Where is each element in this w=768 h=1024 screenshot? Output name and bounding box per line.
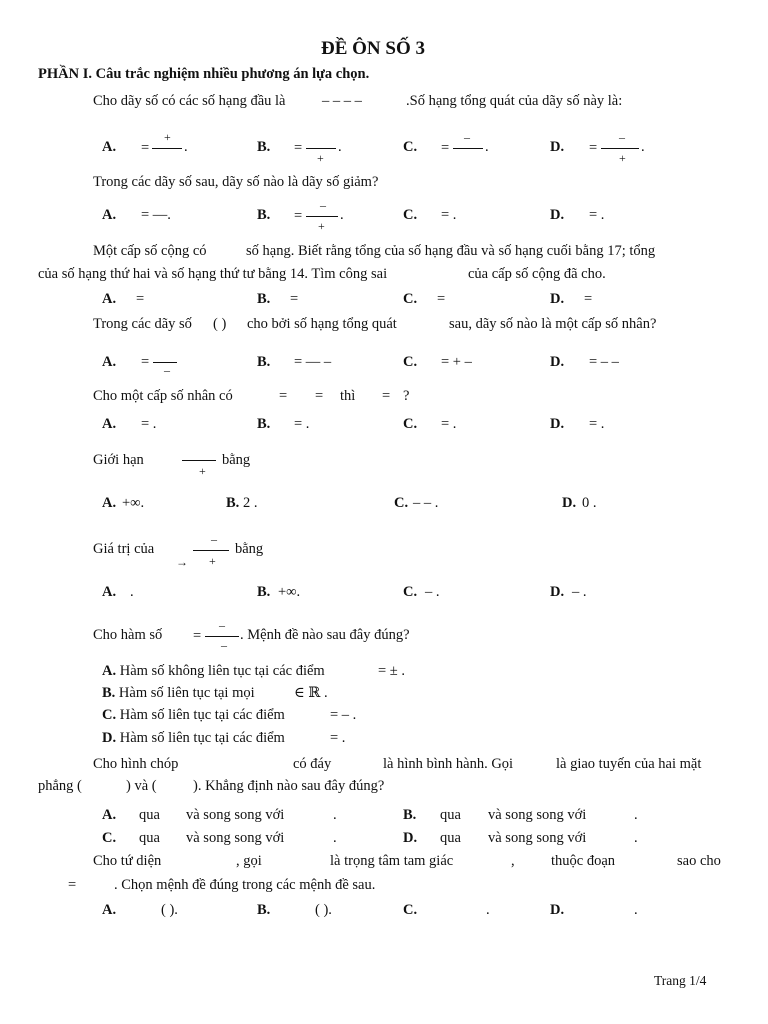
q9-option-d-label[interactable]: D. bbox=[403, 830, 418, 846]
q4-d-value: = – – bbox=[589, 354, 619, 370]
q2-b-fraction-bar bbox=[306, 216, 338, 217]
q10-line1-b: , gọi bbox=[236, 853, 262, 869]
q8-option-c-text: Hàm số liên tục tại các điểm bbox=[119, 707, 285, 723]
q10-d-value: . bbox=[634, 902, 638, 918]
q7-option-a-label[interactable]: A. bbox=[102, 584, 117, 600]
q1-d-end: . bbox=[641, 139, 645, 155]
q1-option-c-label[interactable]: C. bbox=[403, 139, 418, 155]
q4-b-value: = — – bbox=[294, 354, 332, 370]
q4-a-den: – bbox=[164, 363, 170, 377]
q7-stem-num: – bbox=[211, 532, 217, 546]
q1-b-end: . bbox=[338, 139, 342, 155]
q2-option-c-label[interactable]: C. bbox=[403, 207, 418, 223]
q5-stem-q: ? bbox=[403, 388, 410, 404]
q5-stem-a: Cho một cấp số nhân có bbox=[93, 388, 233, 404]
q1-a-eq: = bbox=[141, 140, 150, 156]
q9-option-c-label[interactable]: C. bbox=[102, 830, 117, 846]
q5-option-b-label[interactable]: B. bbox=[257, 416, 271, 432]
q9-option-d-qua: qua bbox=[440, 830, 461, 846]
q2-b-den: + bbox=[318, 219, 325, 233]
q2-d-value: = . bbox=[589, 207, 605, 223]
q9-option-d-mid: và song song với bbox=[488, 830, 587, 846]
q5-d-value: = . bbox=[589, 416, 605, 432]
q4-option-c-label[interactable]: C. bbox=[403, 354, 418, 370]
q3-option-a-label[interactable]: A. bbox=[102, 291, 117, 307]
q10-line2-b: . Chọn mệnh đề đúng trong các mệnh đề sau. bbox=[114, 877, 376, 893]
q8-option-c-label: C. bbox=[102, 707, 117, 723]
q5-b-value: = . bbox=[294, 416, 310, 432]
q1-option-a-label[interactable]: A. bbox=[102, 139, 117, 155]
q9-option-b-mid: và song song với bbox=[488, 807, 587, 823]
q8-stem-b: . Mệnh đề nào sau đây đúng? bbox=[240, 627, 410, 643]
q3-option-c-label[interactable]: C. bbox=[403, 291, 418, 307]
q9-line2-c: ). Khẳng định nào sau đây đúng? bbox=[193, 778, 385, 794]
q10-option-b-label[interactable]: B. bbox=[257, 902, 271, 918]
q10-line1-d: , bbox=[511, 853, 515, 869]
q4-stem-c: sau, dãy số nào là một cấp số nhân? bbox=[449, 316, 657, 332]
q8-option-c[interactable] bbox=[102, 707, 285, 724]
q7-a-value: . bbox=[130, 584, 134, 600]
q9-option-b-qua: qua bbox=[440, 807, 461, 823]
q1-c-num: – bbox=[464, 130, 470, 144]
q6-option-c-label[interactable]: C. bbox=[394, 495, 409, 511]
q10-line2-eq: = bbox=[68, 877, 77, 893]
q5-option-a-label[interactable]: A. bbox=[102, 416, 117, 432]
q3-option-b-label[interactable]: B. bbox=[257, 291, 271, 307]
q1-a-fraction-bar bbox=[152, 148, 182, 149]
q4-stem-paren: ( ) bbox=[213, 316, 227, 332]
q4-stem-a: Trong các dãy số bbox=[93, 316, 192, 332]
page-number: Trang 1/4 bbox=[654, 973, 707, 988]
q3-d-value: = bbox=[584, 291, 593, 307]
q9-option-a-label[interactable]: A. bbox=[102, 807, 117, 823]
q1-b-eq: = bbox=[294, 140, 303, 156]
q10-a-value: ( ). bbox=[161, 902, 178, 918]
q8-option-d-tail: = . bbox=[330, 730, 346, 746]
q10-line1-a: Cho tứ diện bbox=[93, 853, 162, 869]
q3-line1-b: số hạng. Biết rằng tổng của số hạng đầu và số hạng cuối bằng 17; tổng bbox=[246, 243, 656, 259]
q1-c-eq: = bbox=[441, 140, 450, 156]
q5-stem-eq2: = bbox=[315, 388, 324, 404]
q1-d-fraction-bar bbox=[601, 148, 639, 149]
q6-a-value: +∞. bbox=[122, 495, 145, 511]
q1-a-end: . bbox=[184, 139, 188, 155]
q8-option-b-label: B. bbox=[102, 685, 116, 701]
q1-stem-dashes: – – – – bbox=[322, 93, 362, 109]
q6-d-value: 0 . bbox=[582, 495, 597, 511]
q2-b-end: . bbox=[340, 207, 344, 223]
q7-stem-den: + bbox=[209, 554, 216, 568]
q8-fraction-bar bbox=[205, 636, 239, 637]
q3-option-d-label[interactable]: D. bbox=[550, 291, 565, 307]
q6-option-b-label[interactable]: B. bbox=[226, 495, 240, 511]
q10-line1-c: là trọng tâm tam giác bbox=[330, 853, 454, 869]
q10-option-a-label[interactable]: A. bbox=[102, 902, 117, 918]
q8-stem-eq: = bbox=[193, 628, 202, 644]
q10-option-d-label[interactable]: D. bbox=[550, 902, 565, 918]
q6-option-a-label[interactable]: A. bbox=[102, 495, 117, 511]
q1-b-den: + bbox=[317, 151, 324, 165]
q8-option-d[interactable] bbox=[102, 730, 285, 747]
q5-stem-eq1: = bbox=[279, 388, 288, 404]
q8-option-a-text: Hàm số không liên tục tại các điểm bbox=[119, 663, 325, 679]
q5-c-value: = . bbox=[441, 416, 457, 432]
q1-c-end: . bbox=[485, 139, 489, 155]
q3-b-value: = bbox=[290, 291, 299, 307]
q7-d-value: – . bbox=[572, 584, 587, 600]
q6-b-value: 2 . bbox=[243, 495, 258, 511]
q1-d-num: – bbox=[619, 130, 625, 144]
q8-stem-a: Cho hàm số bbox=[93, 627, 163, 643]
q9-option-a-end: . bbox=[333, 807, 337, 823]
q7-fraction-bar bbox=[193, 550, 229, 551]
q9-line1-c: là hình bình hành. Gọi bbox=[383, 756, 514, 772]
q9-option-d-end: . bbox=[634, 830, 638, 846]
q9-line1-d: là giao tuyến của hai mặt bbox=[556, 756, 702, 772]
q2-b-num: – bbox=[320, 198, 326, 212]
q4-a-eq: = bbox=[141, 354, 150, 370]
q8-option-c-tail: = – . bbox=[330, 707, 357, 723]
q4-option-d-label[interactable]: D. bbox=[550, 354, 565, 370]
q3-line2-a: của số hạng thứ hai và số hạng thứ tư bằng 14. Tìm công sai bbox=[38, 266, 388, 282]
q3-a-value: = bbox=[136, 291, 145, 307]
q9-line1-b: có đáy bbox=[293, 756, 332, 772]
q5-option-d-label[interactable]: D. bbox=[550, 416, 565, 432]
q8-stem-den: – bbox=[221, 638, 227, 652]
q1-option-d-label[interactable]: D. bbox=[550, 139, 565, 155]
q1-c-fraction-bar bbox=[453, 148, 483, 149]
q5-option-c-label[interactable]: C. bbox=[403, 416, 418, 432]
q10-line1-f: sao cho bbox=[677, 853, 721, 869]
q9-line1-a: Cho hình chóp bbox=[93, 756, 179, 772]
q6-c-value: – – . bbox=[413, 495, 439, 511]
q10-b-value: ( ). bbox=[315, 902, 332, 918]
q8-option-b-text: Hàm số liên tục tại mọi bbox=[118, 685, 255, 701]
q5-a-value: = . bbox=[141, 416, 157, 432]
q6-stem-den: + bbox=[199, 464, 206, 478]
q2-option-d-label[interactable]: D. bbox=[550, 207, 565, 223]
q7-stem-arrow: → bbox=[176, 555, 188, 569]
q9-option-b-end: . bbox=[634, 807, 638, 823]
q2-option-a-label[interactable]: A. bbox=[102, 207, 117, 223]
q6-option-d-label[interactable]: D. bbox=[562, 495, 577, 511]
q9-option-a-mid: và song song với bbox=[186, 807, 285, 823]
q9-line2-a: phẳng ( bbox=[38, 778, 82, 794]
q8-option-d-label: D. bbox=[102, 730, 117, 746]
q9-line2-b: ) và ( bbox=[126, 778, 157, 794]
q10-option-c-label[interactable]: C. bbox=[403, 902, 418, 918]
q1-b-fraction-bar bbox=[306, 148, 336, 149]
q2-stem: Trong các dãy số sau, dãy số nào là dãy số giảm? bbox=[93, 174, 379, 190]
q9-option-b-label[interactable]: B. bbox=[403, 807, 417, 823]
q4-c-value: = + – bbox=[441, 354, 472, 370]
q6-fraction-bar bbox=[182, 460, 216, 461]
q9-option-c-mid: và song song với bbox=[186, 830, 285, 846]
q2-option-b-label[interactable]: B. bbox=[257, 207, 271, 223]
q10-c-value: . bbox=[486, 902, 490, 918]
q3-line1-a: Một cấp số cộng có bbox=[93, 243, 207, 259]
q2-a-value: = —. bbox=[141, 207, 171, 223]
q1-stem-b: .Số hạng tổng quát của dãy số này là: bbox=[406, 93, 623, 109]
q4-option-a-label[interactable]: A. bbox=[102, 354, 117, 370]
q9-option-c-end: . bbox=[333, 830, 337, 846]
q1-d-eq: = bbox=[589, 140, 598, 156]
q8-option-a-label: A. bbox=[102, 663, 117, 679]
section-heading: PHẦN I. Câu trắc nghiệm nhiều phương án lựa chọn. bbox=[38, 66, 370, 82]
q2-c-value: = . bbox=[441, 207, 457, 223]
q5-stem-thi: thì bbox=[340, 388, 356, 404]
q6-stem-b: bằng bbox=[222, 452, 251, 468]
q3-line2-b: của cấp số cộng đã cho. bbox=[468, 266, 606, 282]
q6-stem-a: Giới hạn bbox=[93, 452, 144, 468]
q1-stem-a: Cho dãy số có các số hạng đầu là bbox=[93, 93, 286, 109]
q7-option-d-label[interactable]: D. bbox=[550, 584, 565, 600]
page-title: ĐỀ ÔN SỐ 3 bbox=[321, 38, 425, 59]
q4-stem-b: cho bởi số hạng tổng quát bbox=[247, 316, 397, 332]
q1-a-num: + bbox=[164, 130, 171, 144]
q3-c-value: = bbox=[437, 291, 446, 307]
q7-c-value: – . bbox=[425, 584, 440, 600]
q1-d-den: + bbox=[619, 151, 626, 165]
q9-option-c-qua: qua bbox=[139, 830, 160, 846]
q7-stem-b: bằng bbox=[235, 541, 264, 557]
q8-option-a-tail: = ± . bbox=[378, 663, 406, 679]
q1-option-b-label[interactable]: B. bbox=[257, 139, 271, 155]
q7-option-b-label[interactable]: B. bbox=[257, 584, 271, 600]
q8-option-a[interactable] bbox=[102, 663, 325, 680]
q7-stem-a: Giá trị của bbox=[93, 541, 155, 557]
q10-line1-e: thuộc đoạn bbox=[551, 853, 616, 869]
q8-option-d-text: Hàm số liên tục tại các điểm bbox=[119, 730, 285, 746]
q7-option-c-label[interactable]: C. bbox=[403, 584, 418, 600]
q8-option-b-tail: ∈ ℝ . bbox=[294, 685, 328, 701]
q9-option-a-qua: qua bbox=[139, 807, 160, 823]
q2-b-eq: = bbox=[294, 208, 303, 224]
q4-option-b-label[interactable]: B. bbox=[257, 354, 271, 370]
q8-option-b[interactable] bbox=[102, 685, 255, 702]
q8-stem-num: – bbox=[219, 618, 225, 632]
q5-stem-eq3: = bbox=[382, 388, 391, 404]
q7-b-value: +∞. bbox=[278, 584, 301, 600]
